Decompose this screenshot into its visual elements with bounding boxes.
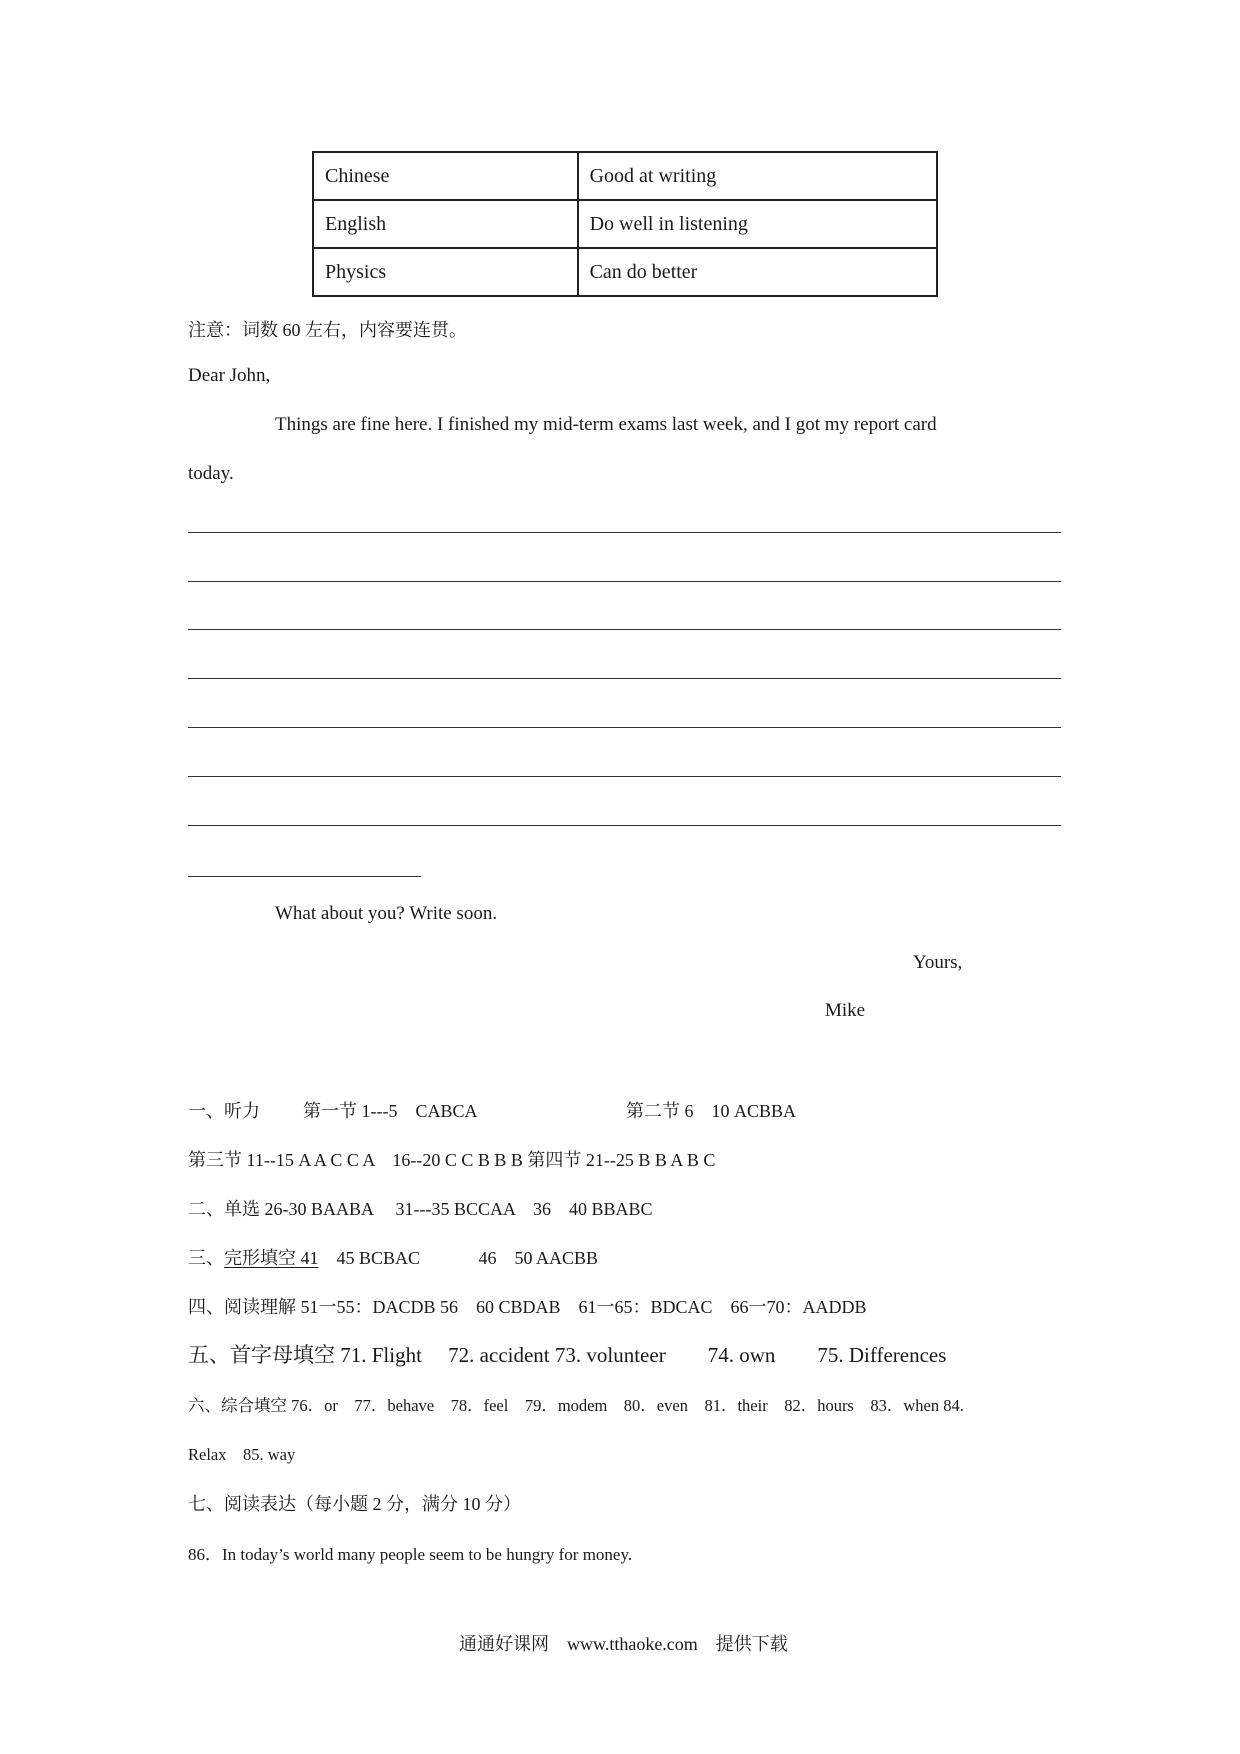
letter-opening-line2: today. [188,463,234,484]
answer-section-3-rest: 45 BCBAC 46 50 AACBB [318,1248,599,1268]
answer-section-1-part2: 第二节 6 10 ACBBA [626,1101,797,1121]
subject-cell: English [313,200,578,248]
answer-section-5: 五、首字母填空 71. Flight 72. accident 73. volunteer 74. own 75. Differences [188,1343,947,1367]
answer-section-1-part1: 第一节 1---5 CABCA [303,1101,478,1121]
answer-section-3 [188,1244,598,1270]
answer-section-1-label: 一、听力 [188,1101,260,1121]
writing-line-short [188,876,421,877]
page-footer: 通通好课网 www.tthaoke.com 提供下载 [459,1634,788,1654]
letter-name: Mike [825,1000,866,1021]
subject-cell: Chinese [313,152,578,200]
answer-section-3-underlined: 完形填空 41 [224,1248,319,1268]
subject-cell: Physics [313,248,578,296]
writing-line [188,678,1061,679]
writing-line [188,825,1061,826]
note: 注意：词数 60 左右，内容要连贯。 [188,320,467,340]
writing-line [188,629,1061,630]
comment-cell: Can do better [578,248,937,296]
table-row [313,152,937,200]
letter-closing: What about you? Write soon. [275,903,498,924]
writing-line [188,532,1061,533]
comment-cell: Good at writing [578,152,937,200]
letter-greeting: Dear John, [188,365,271,386]
answer-section-7: 七、阅读表达（每小题 2 分，满分 10 分） [188,1494,521,1514]
writing-line [188,776,1061,777]
table-row [313,200,937,248]
table-row [313,248,937,296]
letter-opening-line1: Things are fine here. I finished my mid-term exams last week, and I got my report card [275,414,937,435]
answer-section-1-line2: 第三节 11--15 A A C C A 16--20 C C B B B 第四节 21--25 B B A B C [188,1150,716,1170]
answer-q86: 86．In today’s world many people seem to be hungry for money. [188,1545,633,1564]
answer-section-6-line2: Relax 85. way [188,1445,296,1464]
answer-section-2: 二、单选 26-30 BAABA 31---35 BCCAA 36 40 BBABC [188,1199,653,1219]
subject-table [312,151,938,297]
writing-line [188,727,1061,728]
comment-cell: Do well in listening [578,200,937,248]
answer-section-3-prefix: 三、 [188,1248,224,1268]
writing-line [188,581,1061,582]
answer-section-6-line1: 六、综合填空 76．or 77．behave 78．feel 79．modem 80．even 81．their 82．hours 83．when 84. [188,1396,964,1415]
letter-signoff: Yours, [913,952,963,973]
answer-section-4: 四、阅读理解 51一55：DACDB 56 60 CBDAB 61一65：BDCAC 66一70：AADDB [188,1297,867,1317]
